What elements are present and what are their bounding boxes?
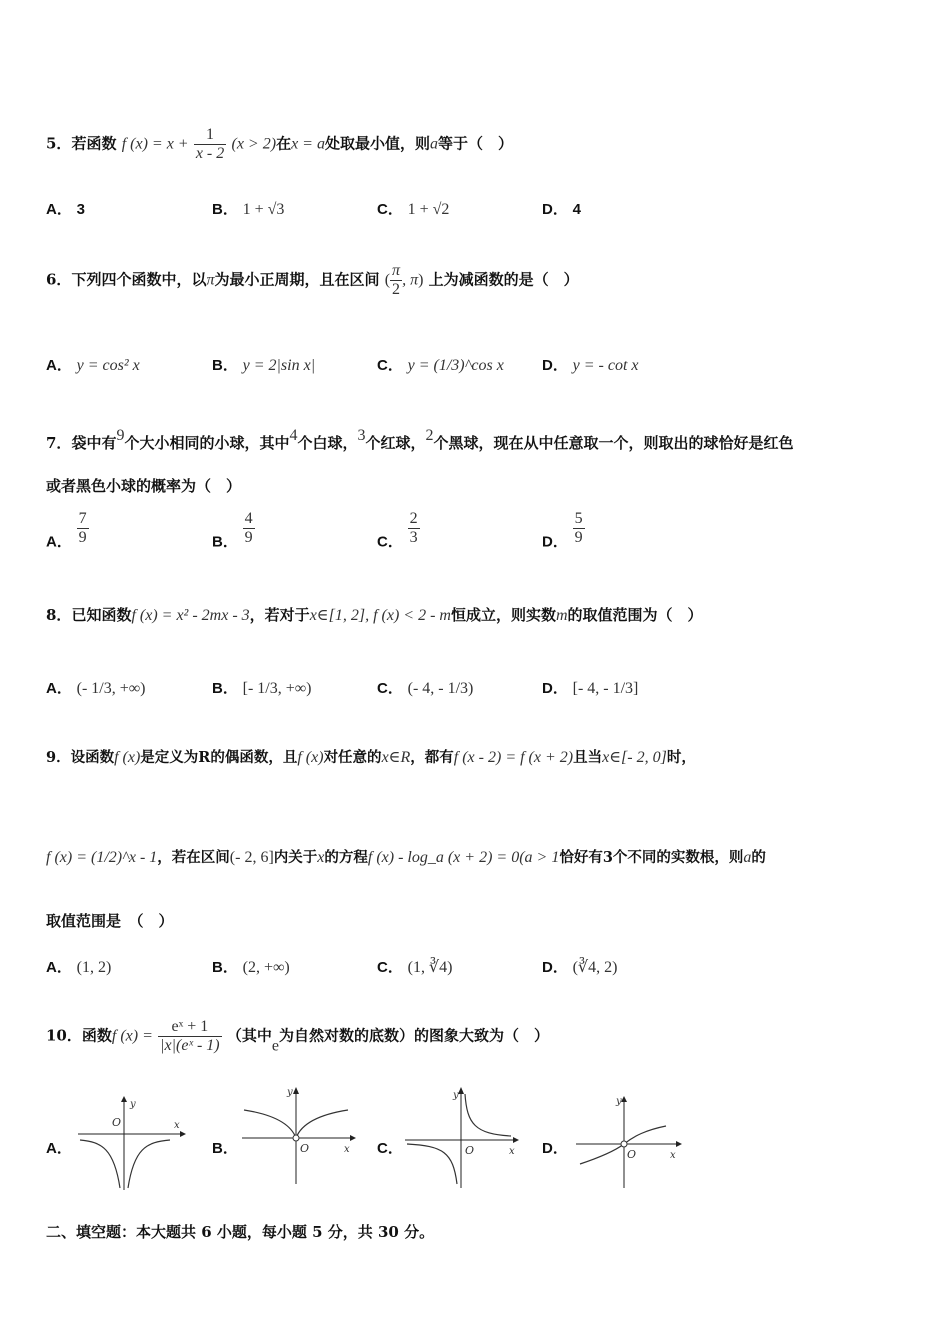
q9-option-b: B． (2, +∞) [212,959,290,976]
q10-option-d-label: D． [542,1140,568,1157]
q7-stem-line2: 或者黑色小球的概率为（ ） [46,477,242,495]
q10-graph-a-x-label: x [174,1120,180,1131]
q10-graph-c [403,1084,521,1190]
q10-graph-c-origin: O [465,1144,475,1157]
q10-graph-a-origin: O [112,1116,122,1129]
q8-option-b: B． [- 1/3, +∞) [212,680,312,697]
q10-graph-c-x-label: x [509,1146,515,1157]
q9-stem-line2: f (x) = (1/2)^x - 1，若在区间(- 2, 6]内关于x的方程f (x) - log_a (x + 2) = 0(a > 1恰好有3个不同的实数根，则a的 [46,849,766,866]
q6-stem: 6．下列四个函数中，以π为最小正周期，且在区间 ( $\frac{\pi}{2}$ , π) 上为减函数的是（ ） [46,262,579,298]
q9-stem-line3: 取值范围是 （ ） [46,912,174,930]
q10-option-b-label: B． [212,1140,238,1157]
q8-option-c: C． (- 4, - 1/3) [377,680,474,697]
q10-graph-c-y-label: y [453,1090,459,1101]
q10-graph-b [240,1084,358,1186]
q7-option-a: A． $\frac{7}{9}$ [46,510,87,551]
q8-option-a: A． (- 1/3, +∞) [46,680,146,697]
q10-graph-b-origin: O [300,1142,310,1155]
q6-interval-fraction: $\frac{\pi}{2}$ [392,262,401,298]
q5-fraction: $\frac{1}{x - 2}$ [195,126,225,162]
q8-option-d: D． [- 4, - 1/3] [542,680,639,697]
q5-option-b: B． 1 + √3 [212,201,285,218]
q10-graph-a-y-label: y [130,1099,136,1110]
q7-option-c: C． $\frac{2}{3}$ [377,510,418,551]
q10-graph-b-x-label: x [344,1144,350,1155]
q9-option-d: D． (∛4, 2) [542,959,618,976]
q10-graph-d-origin: O [627,1148,637,1161]
q10-graph-a [74,1094,186,1192]
q9-option-c: C． (1, ∛4) [377,959,453,976]
q6-option-c: C． y = (1/3)^cos x [377,357,504,374]
q10-graph-d-y-label: y [616,1096,622,1107]
q9-option-a: A． (1, 2) [46,959,112,976]
q10-graph-b-y-label: y [287,1087,293,1098]
q7-option-b: B． $\frac{4}{9}$ [212,510,253,551]
section-2-header: 二、填空题：本大题共 6 小题，每小题 5 分，共 30 分。 [46,1223,435,1241]
q5-option-c: C． 1 + √2 [377,201,450,218]
q9-stem: 9．设函数f (x)是定义为R的偶函数，且f (x)对任意的x∈R，都有f (x - 2) = f (x + 2)且当x∈[- 2, 0]时， [46,749,696,766]
q10-stem: 10．函数f (x) = $\frac{\text{eˣ + 1}}{\text{|x|(eˣ - 1)}}$ （其中e为自然对数的底数）的图象大致为（ ） [46,1018,549,1055]
q10-option-c-label: C． [377,1140,403,1157]
q10-fraction: $\frac{\text{eˣ + 1}}{\text{|x|(eˣ - 1)}}$ [160,1018,220,1054]
q5-option-d: D． 4 [542,201,581,218]
q6-option-b: B． y = 2|sin x| [212,357,316,374]
q7-option-d: D． $\frac{5}{9}$ [542,510,583,551]
q6-option-d: D． y = - cot x [542,357,639,374]
q10-graph-d [574,1094,684,1190]
q8-stem: 8．已知函数f (x) = x² - 2mx - 3，若对于x∈[1, 2], f (x) < 2 - m恒成立，则实数m的取值范围为（ ） [46,606,703,624]
q5-option-a: A． 3 [46,201,85,218]
q7-stem: 7．袋中有9个大小相同的小球，其中4个白球，3个红球，2个黑球，现在从中任意取一个，则取出的球恰好是红色 [46,427,794,452]
q10-graph-d-x-label: x [670,1150,676,1161]
q6-option-a: A． y = cos² x [46,357,140,374]
q5-stem: 5．若函数 f (x) = x + $\frac{1}{x - 2}$ (x > 2)在x = a处取最小值，则a等于（ ） [46,126,514,162]
q10-option-a-label: A． [46,1140,72,1157]
